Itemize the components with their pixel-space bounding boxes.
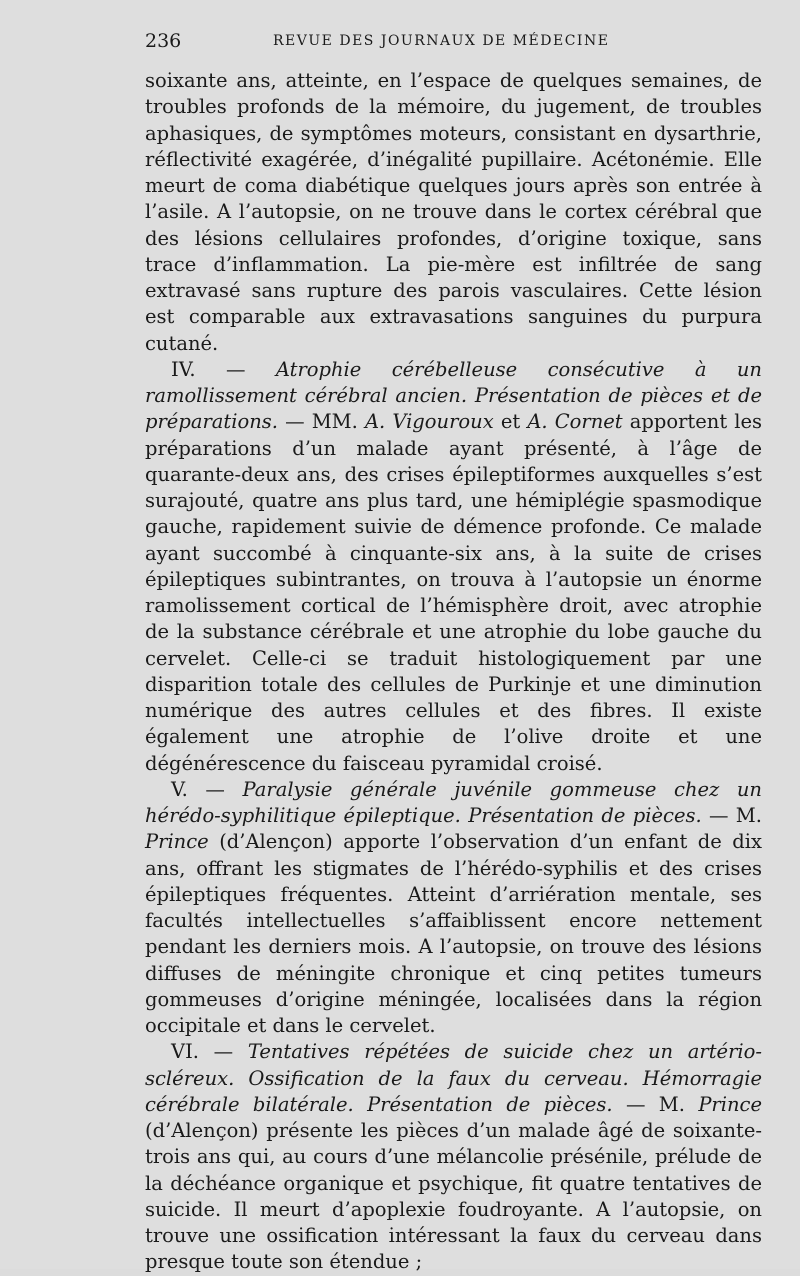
author-name: Prince (698, 1092, 763, 1116)
author-name: Prince (145, 830, 209, 854)
paragraph-section-iv (145, 357, 762, 777)
section-title: Paralysie générale juvénile gommeuse chez un hérédo-syphilitique épileptique. Présentation de pièces. (145, 777, 762, 827)
author-name: A. Vigouroux (364, 410, 494, 434)
section-text: apportent les préparations d’un malade ayant présenté, à l’âge de quarante-deux ans, des crises épileptiformes auxquelles s’est surajouté, quatre ans plus tard, une hémiplégie spasmodique gauche, rapidement suivie de démence profonde. Ce malade ayant succombé à cinquante-six ans, à la suite de crises épileptiques subintrantes, on trouva à l’autopsie un énorme ramolissement cortical de l’hémisphère droit, avec atrophie de la substance cérébrale et une atrophie du lobe gauche du cervelet. Celle-ci se traduit histologiquement par une disparition totale des cellules de Purkinje et une diminution numérique des autres cellules et des fibres. Il existe également une atrophie de l’olive droite et une dégénérescence du faisceau pyramidal croisé. (145, 410, 763, 775)
section-dash: — (285, 410, 305, 434)
page-number: 236 (145, 30, 182, 52)
section-dash: — M. (625, 1092, 685, 1116)
paragraph-continuation: soixante ans, atteinte, en l’espace de quelques semaines, de troubles profonds de la mémoire, du jugement, de troubles aphasiques, de symptômes moteurs, consistant en dysarthrie, réflectivité exagérée, d’inégalité pupillaire. Acétonémie. Elle meurt de coma diabétique quelques jours après son entrée à l’asile. A l’autopsie, on ne trouve dans le cortex cérébral que des lésions cellulaires profondes, d’origine toxique, sans trace d’inflammation. La pie-mère est infiltrée de sang extravasé sans rupture des parois vasculaires. Cette lésion est comparable aux extravasations sanguines du purpura cutané. (145, 69, 762, 355)
section-title: Tentatives répétées de suicide chez un artério-scléreux. Ossification de la faux du cerveau. Hémorragie cérébrale bilatérale. Présentation de pièces. (145, 1040, 762, 1116)
article-body (145, 68, 762, 1276)
authors-prefix: MM. (311, 410, 358, 434)
author-name: A. Cornet (527, 410, 623, 434)
section-number: IV. — (171, 357, 246, 381)
paragraph-section-vi (145, 1039, 762, 1275)
section-text: (d’Alençon) présente les pièces d’un malade âgé de soixante-trois ans qui, au cours d’une mélancolie présénile, prélude de la déchéance organique et psychique, fit quatre tentatives de suicide. Il meurt d’apoplexie foudroyante. A l’autopsie, on trouve une ossification intéressant la faux du cerveau dans presque toute son étendue ; (145, 1119, 762, 1274)
section-title: Atrophie cérébelleuse consécutive à un ramollissement cérébral ancien. Présentation de pièces et de préparations. (145, 357, 762, 434)
section-dash: — M. (709, 804, 762, 827)
section-number: V. — (171, 777, 225, 801)
section-text: (d’Alençon) apporte l’observation d’un enfant de dix ans, offrant les stigmates de l’hérédo-syphilis et des crises épileptiques fréquentes. Atteint d’arriération mentale, ses facultés intellectuelles s’affaiblissent encore nettement pendant les derniers mois. A l’autopsie, on trouve des lésions diffuses de méningite chronique et cinq petites tumeurs gommeuses d’origine méningée, localisées dans la région occipitale et dans le cervelet. (145, 830, 763, 1037)
conjunction: et (500, 410, 521, 434)
section-number: VI. — (171, 1040, 234, 1064)
running-title: REVUE DES JOURNAUX DE MÉDECINE (273, 33, 610, 49)
paragraph-section-v (145, 777, 762, 1040)
